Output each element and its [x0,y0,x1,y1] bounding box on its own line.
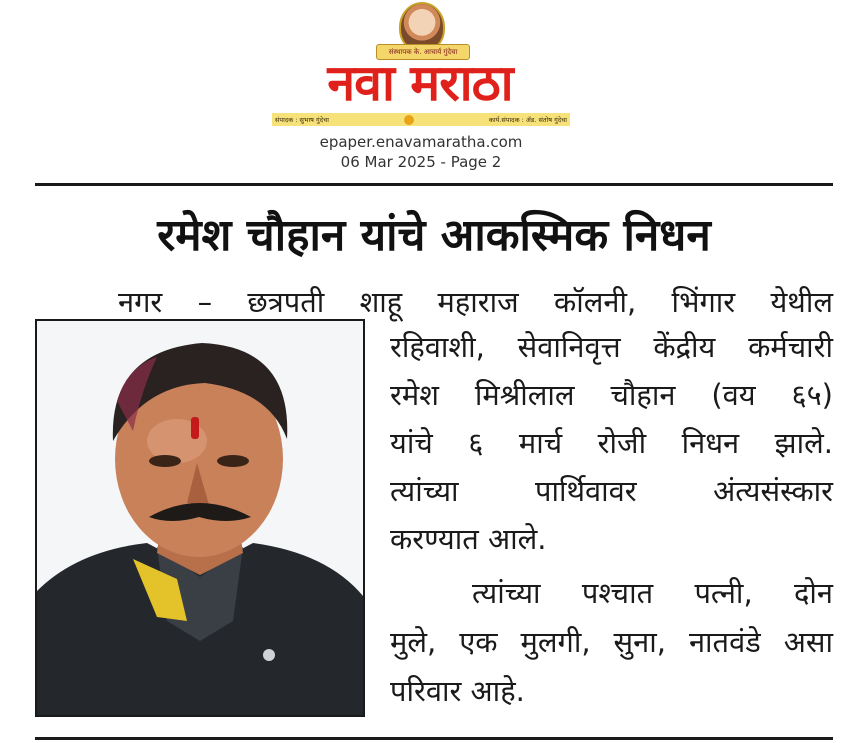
article-line-3: रमेश मिश्रीलाल चौहान (वय ६५) [390,378,833,412]
editor-strip [272,113,570,126]
exec-editor-credit: कार्य.संपादक : ॲड. संतोष गुंदेचा [488,116,567,124]
article-line-4: यांचे ६ मार्च रोजी निधन झाले. [390,426,833,460]
newspaper-logo: नवा मराठा [327,54,513,112]
article-line-9: परिवार आहे. [390,674,525,708]
masthead [0,0,842,180]
top-rule [35,183,833,186]
portrait-illustration [37,321,363,715]
edition-url: epaper.enavamaratha.com [319,133,523,151]
bottom-rule [35,737,833,740]
article-line-2: रहिवाशी, सेवानिवृत्त केंद्रीय कर्मचारी [390,330,833,364]
editor-credit: संपादक : सुभाष गुंदेचा [275,116,329,124]
edition-date-page: 06 Mar 2025 - Page 2 [340,153,502,171]
founder-ribbon: संस्थापक के. आचार्य गुंदेचा [376,44,470,60]
article-line-5: त्यांच्या पार्थिवावर अंत्यसंस्कार [390,474,833,508]
article-line-6: करण्यात आले. [390,522,547,556]
portrait-photo [35,319,365,717]
article-line-8: मुले, एक मुलगी, सुना, नातवंडे असा [390,625,833,659]
article-line-7: त्यांच्या पश्चात पत्नी, दोन [472,576,833,610]
sun-icon [404,115,414,125]
article-line-1: नगर – छत्रपती शाहू महाराज कॉलनी, भिंगार येथील [118,285,833,319]
article-headline: रमेश चौहान यांचे आकस्मिक निधन [157,210,711,261]
